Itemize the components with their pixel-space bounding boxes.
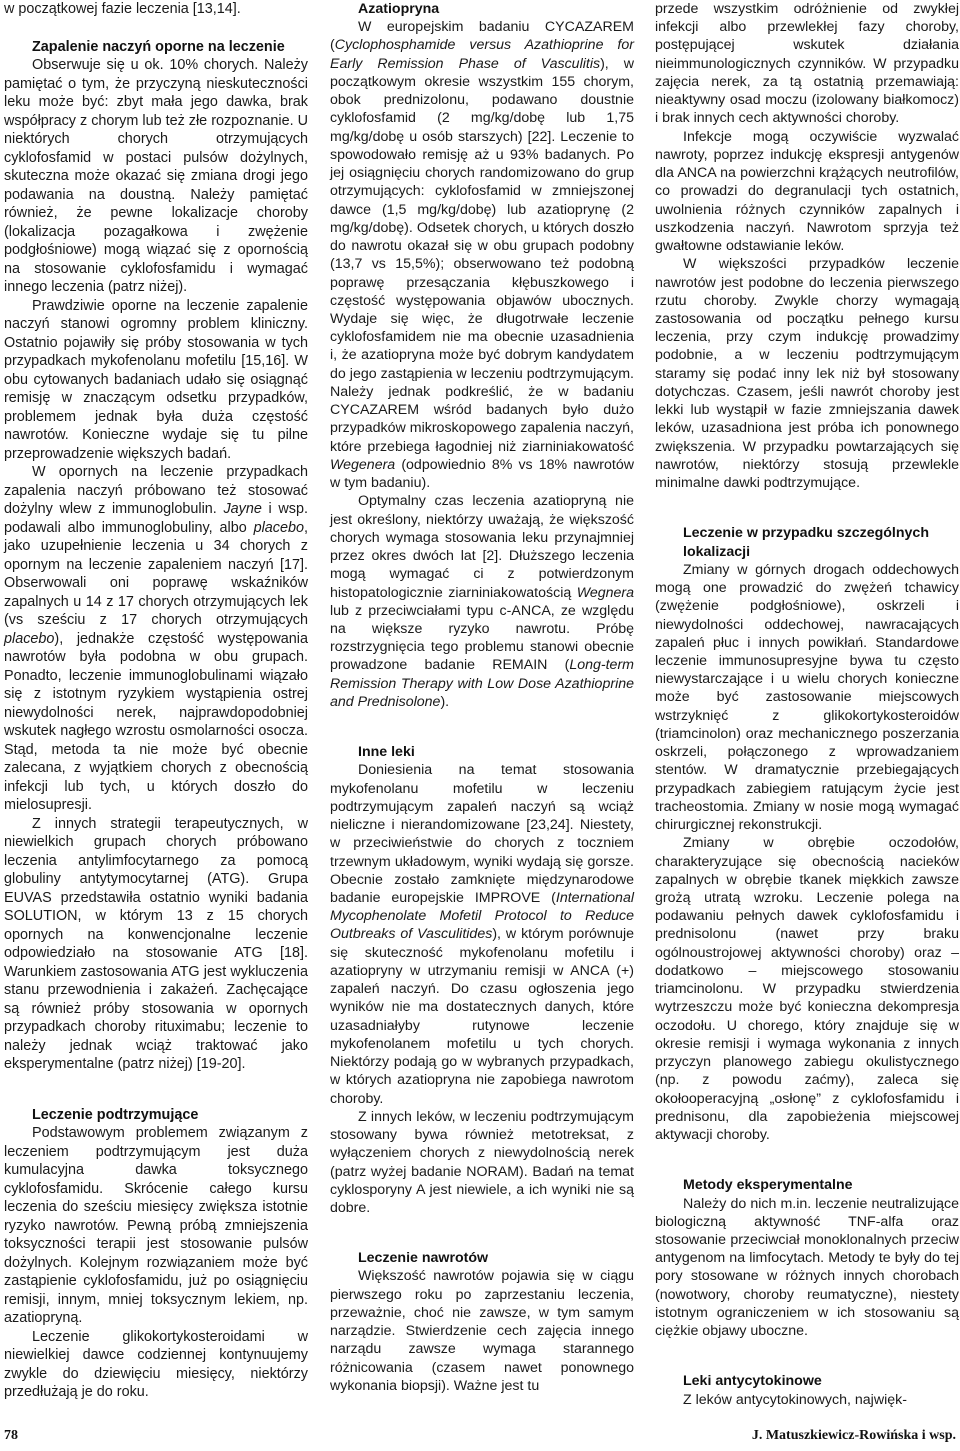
column-right — [655, 0, 959, 1409]
body-paragraph: Z leków antycytokinowych, najwięk- — [683, 1391, 907, 1408]
body-paragraph: Zmiany w górnych drogach oddechowych mogą one prowadzić do zwężeń tchawicy (zwężenie podgłośniowe), oskrzeli i niewydolności oddechowej, nawracających zapaleń płuc i innych powikłań. Standardowe leczenie immunosupresyjne bywa tu często niewystarczające i u wielu chorych konieczne może być zastosowanie miejscowych wstrzyknięć z glikokortykosteroidów (triamcinolon) oraz mechanicznego poszerzania oskrzeli, połączonego z wprowadzaniem stentów. W dramatycznie przebiegających przypadkach zabiegiem ratującym życie jest tracheostomia. Zmiany w nosie mogą wymagać chirurgicznej rekonstrukcji. — [655, 561, 959, 834]
section-spacer — [4, 19, 308, 38]
body-paragraph: Obserwuje się u ok. 10% chorych. Należy pamiętać o tym, że przyczyną nieskuteczności leku może być: zbyt mała jego dawka, brak współpracy z chorym lub też złe rozpoznanie. U niektórych chorych otrzymujących cyklofosfamid w postaci pulsów dożylnych, skuteczna może okazać się zmiana drogi jego podawania na doustną. Należy pamiętać również, że pewne lokalizacje choroby (lokalizacja pozagałkowa i zwężenie podgłośniowe) mogą wiązać się z opornością na stosowanie cyklofosfamidu i wymagać innego leczenia (patrz niżej). — [4, 57, 308, 295]
body-paragraph: Doniesienia na temat stosowania mykofenolanu mofetilu w leczeniu podtrzymującym zapaleń naczyń są wciąż nieliczne i nierandomizowane [23,24]. Niestety, w przeciwieństwie do chorych z toczniem trzewnym układowym, wyniki wydają się gorsze. Obecnie zostało zamknięte międzynarodowe badanie europejskie IMPROVE (International Mycophenolate Mofetil Protocol to Reduce Outbreaks of Vasculitides), w którym porównuje się skuteczność mykofenolanu mofetilu i azatiopryny w utrzymaniu remisji w ANCA (+) zapaleń naczyń. Do czasu ogłoszenia jego wyników nie ma dostatecznych danych, które uzasadniałyby rutynowe leczenie mykofenolanem mofetilu u tych chorych. Niektórzy podają go w wybranych przypadkach, w których azatiopryna nie zapobiega nawrotom choroby. — [330, 762, 635, 1107]
section-heading: Leczenie w przypadku szczególnych lokalizacji — [683, 525, 929, 560]
body-paragraph: przede wszystkim odróżnienie od zwykłej infekcji albo przewlekłej fazy choroby, postępującej wskutek działania nieimmunologicznych czynników. W przypadku zajęcia nerek, za tą ostatnią przemawiają: nieaktywny osad moczu (izolowany białkomocz) i brak innych cech aktywności choroby. — [655, 1, 959, 127]
running-author: J. Matuszkiewicz-Rowińska i wsp. — [751, 1428, 956, 1443]
section-heading: Leczenie podtrzymujące — [32, 1106, 199, 1123]
section-spacer — [330, 711, 634, 743]
section-spacer — [655, 1340, 959, 1372]
section-heading: Azatiopryna — [358, 1, 440, 17]
body-paragraph: Z innych leków, w leczeniu podtrzymującym stosowany bywa również metotreksat, z wyłączeniem chorych z niewydolnością nerek (patrz wyżej badanie NORAM). Badań na temat cyklosporyny A jest niewiele, a ich wyniki nie są dobre. — [330, 1108, 634, 1216]
body-paragraph: Podstawowym problemem związanym z leczeniem podtrzymującym jest duża kumulacyjna dawka toksycznego cyklofosfamidu. Skrócenie całego kursu leczenia do sześciu miesięcy zwiększa istotnie ryzyko nawrotów. Pewną próbą zmniejszenia toksyczności terapii jest stosowanie pulsów dożylnych. Kolejnym rozwiązaniem może być zastąpienie cyklofosfamidu, już po osiągnięciu remisji, innym, mniej toksycznym lekiem, np. azatiopryną. — [4, 1125, 308, 1326]
body-paragraph: Należy do nich m.in. leczenie neutralizujące biologiczną aktywność TNF-alfa oraz stosowanie przeciwciał monoklonalnych przeciw antygenom na limfocytach. Metody te były do tej pory stosowane w różnych innych chorobach (nowotwory, choroby reumatyczne), niestety istotnym ograniczeniem w ich stosowaniu są ciężkie objawy uboczne. — [655, 1195, 959, 1340]
section-heading: Metody eksperymentalne — [683, 1177, 853, 1194]
section-heading: Leczenie nawrotów — [358, 1250, 489, 1267]
section-spacer — [330, 1217, 634, 1249]
section-heading: Zapalenie naczyń oporne na leczenie — [32, 38, 285, 55]
body-paragraph: Infekcje mogą oczywiście wyzwalać nawroty, poprzez indukcję ekspresji antygenów dla ANCA na powierzchni krążących neutrofilów, co prowadzi do degranulacji tych ostatnich, uwolnienia różnych czynników zapalnych i uszkodzenia naczyń. Nawrotom sprzyja też gwałtowne odstawianie leków. — [655, 128, 959, 255]
section-heading: Leki antycytokinowe — [683, 1373, 822, 1390]
body-paragraph: W opornych na leczenie przypadkach zapalenia naczyń próbowano też stosować dożylny wlew z immunoglobulin. Jayne i wsp. podawali albo immunoglobuliny, albo placebo, jako uzupełnienie leczenia u 34 chorych z opornym na leczenie zapaleniem naczyń [17]. Obserwowali oni poprawę wskaźników zapalnych u 14 z 17 chorych otrzymujących lek (vs sześciu z 17 chorych otrzymujących placebo), jednakże częstość występowania nawrotów była podobna w obu grupach. Ponadto, leczenie immunoglobulinami wiązało się z istotnym ryzykiem wystąpienia ostrej niewydolności nerek, najprawdopodobniej wskutek nagłego wzrostu osmolarności osocza. Stąd, metoda ta nie może być obecnie zalecana, z wyjątkiem chorych z obecnością infekcji lub tych, u których doszło do mielosupresji. — [4, 464, 308, 813]
page-number: 78 — [4, 1428, 18, 1443]
body-paragraph: Prawdziwie oporne na leczenie zapalenie naczyń stanowi ogromny problem kliniczny. Ostatnio pojawiły się próby stosowania w tych przypadkach mykofenolanu mofetilu [15,16]. W obu cytowanych badaniach udało się osiągnąć remisję w znaczącym odsetku przypadków, problemem jednak była duża częstość nawrotów. Konieczne wydaje się tu pilne przeprowadzenie większych badań. — [4, 297, 308, 462]
body-paragraph: W europejskim badaniu CYCAZAREM (Cyclophosphamide versus Azathioprine for Early Remission Phase of Vasculitis), w początkowym okresie wszystkim 155 chorym, obok prednizolonu, podawano doustnie cyklofosfamid (2 mg/kg/dobę lub 1,75 mg/kg/dobę u osób starszych) [22]. Leczenie to spowodowało remisję aż u 93% badanych. Po jej osiągnięciu chorych randomizowano do grup otrzymujących: cyklofosfamid w zmniejszonej dawce (1,5 mg/kg/dobę) lub azatioprynę (2 mg/kg/dobę). Odsetek chorych, u których doszło do nawrotu okazał się w obu grupach podobny (13,7 vs 15,5%); obserwowano też podobną poprawę przesączania kłębuszkowego i częstość występowania objawów ubocznych. Wydaje się więc, że długotrwałe leczenie cyklofosfamidem nie ma obecnie uzasadnienia i, że azatiopryna może być dobrym kandydatem do jego zastąpienia w leczeniu podtrzymującym. Należy jednak podkreślić, że w badaniu CYCAZAREM wśród badanych było dużo przypadków mikroskopowego zapalenia naczyń, które przebiega łagodniej niż ziarniniakowatość Wegenera (odpowiednio 8% vs 18% nawrotów w tym badaniu). — [330, 19, 634, 492]
column-middle — [330, 0, 634, 1395]
body-paragraph: Większość nawrotów pojawia się w ciągu pierwszego roku po zaprzestaniu leczenia, przeważnie, choć nie zawsze, w tym samym narządzie. Stwierdzenie cech zajęcia innego narządu zawsze wymaga starannego różnicowania (czasem nawet ponownego wykonania biopsji). Ważne jest tu — [330, 1268, 634, 1394]
body-paragraph: W większości przypadków leczenie nawrotów jest podobne do leczenia pierwszego rzutu choroby. Zwykle chorzy wymagają zastosowania od początku pełnego kursu leczenia, przy czym indukcję prowadzimy podobnie, a w leczeniu podtrzymującym staramy się podać inny lek niż był stosowany dotychczas. Czasem, jeśli nawrót choroby jest lekki lub wystąpił w fazie zmniejszania dawek leków, uzasadniona jest próba ich ponownego zwiększenia. W przypadku powtarzających się nawrotów, niektórzy stosują przewlekle minimalne dawki podtrzymujące. — [655, 256, 959, 492]
section-spacer — [655, 492, 959, 524]
body-paragraph: Optymalny czas leczenia azatiopryną nie jest określony, niektórzy uważają, że większość chorych wymaga stosowania leku przynajmniej przez okres dwóch lat [2]. Dłuższego leczenia mogą wymagać ci z potwierdzonym histopatologicznie ziarniniakowatością Wegnera lub z przeciwciałami typu c-ANCA, ze względu na większe ryzyko nawrotu. Próbę rozstrzygnięcia tego problemu stanowi obecnie prowadzone badanie REMAIN (Long-term Remission Therapy with Low Dose Azathioprine and Prednisolone). — [330, 493, 634, 710]
body-paragraph: Leczenie glikokortykosteroidami w niewielkiej dawce codziennej kontynuujemy zwykle do dziewięciu miesięcy, niektórzy przedłużają je do roku. — [4, 1328, 308, 1400]
page-footer — [0, 1428, 960, 1448]
body-paragraph: Zmiany w obrębie oczodołów, charakteryzujące się obecnością nacieków zapalnych w obrębie tkanek miękkich zawsze grożą utratą wzroku. Leczenie polega na podawaniu pełnych dawek cyklofosfamidu i prednisolonu (nawet przy braku ogólnoustrojowej aktywności choroby) oraz – dodatkowo – miejscowego stosowaniu triamcinolonu. W przypadku stwierdzenia wytrzeszczu może być konieczna dekompresja oczodołu. U chorego, który znajduje się w okresie remisji i wymaga wykonania z innych przyczyn planowego zabiegu okulistycznego (np. z powodu zaćmy), zaleca się okołooperacyjną „osłonę” z cyklofosfamidu i prednisonu, dla zapobieżenia miejscowej aktywacji choroby. — [655, 835, 959, 1144]
section-spacer — [4, 1074, 308, 1106]
section-spacer — [655, 1144, 959, 1176]
section-heading: Inne leki — [358, 744, 415, 761]
body-paragraph: w początkowej fazie leczenia [13,14]. — [4, 1, 241, 17]
body-paragraph: Z innych strategii terapeutycznych, w niewielkich grupach chorych próbowano leczenia antylimfocytarnego za pomocą globuliny antytymocytarnej (ATG). Grupa EUVAS przedstawiła ostatnio wyniki badania SOLUTION, w którym 13 z 15 chorych opornych na konwencjonalne leczenie odpowiedziało na stosowanie ATG [18]. Warunkiem zastosowania ATG jest wykluczenia stanu przewodnienia i zakażeń. Zachęcające są również próby stosowania w opornych przypadkach choroby rituximabu; leczenie to należy jednak wciąż traktować jako eksperymentalne (patrz niżej) [19-20]. — [4, 815, 308, 1072]
column-left — [4, 0, 308, 1402]
